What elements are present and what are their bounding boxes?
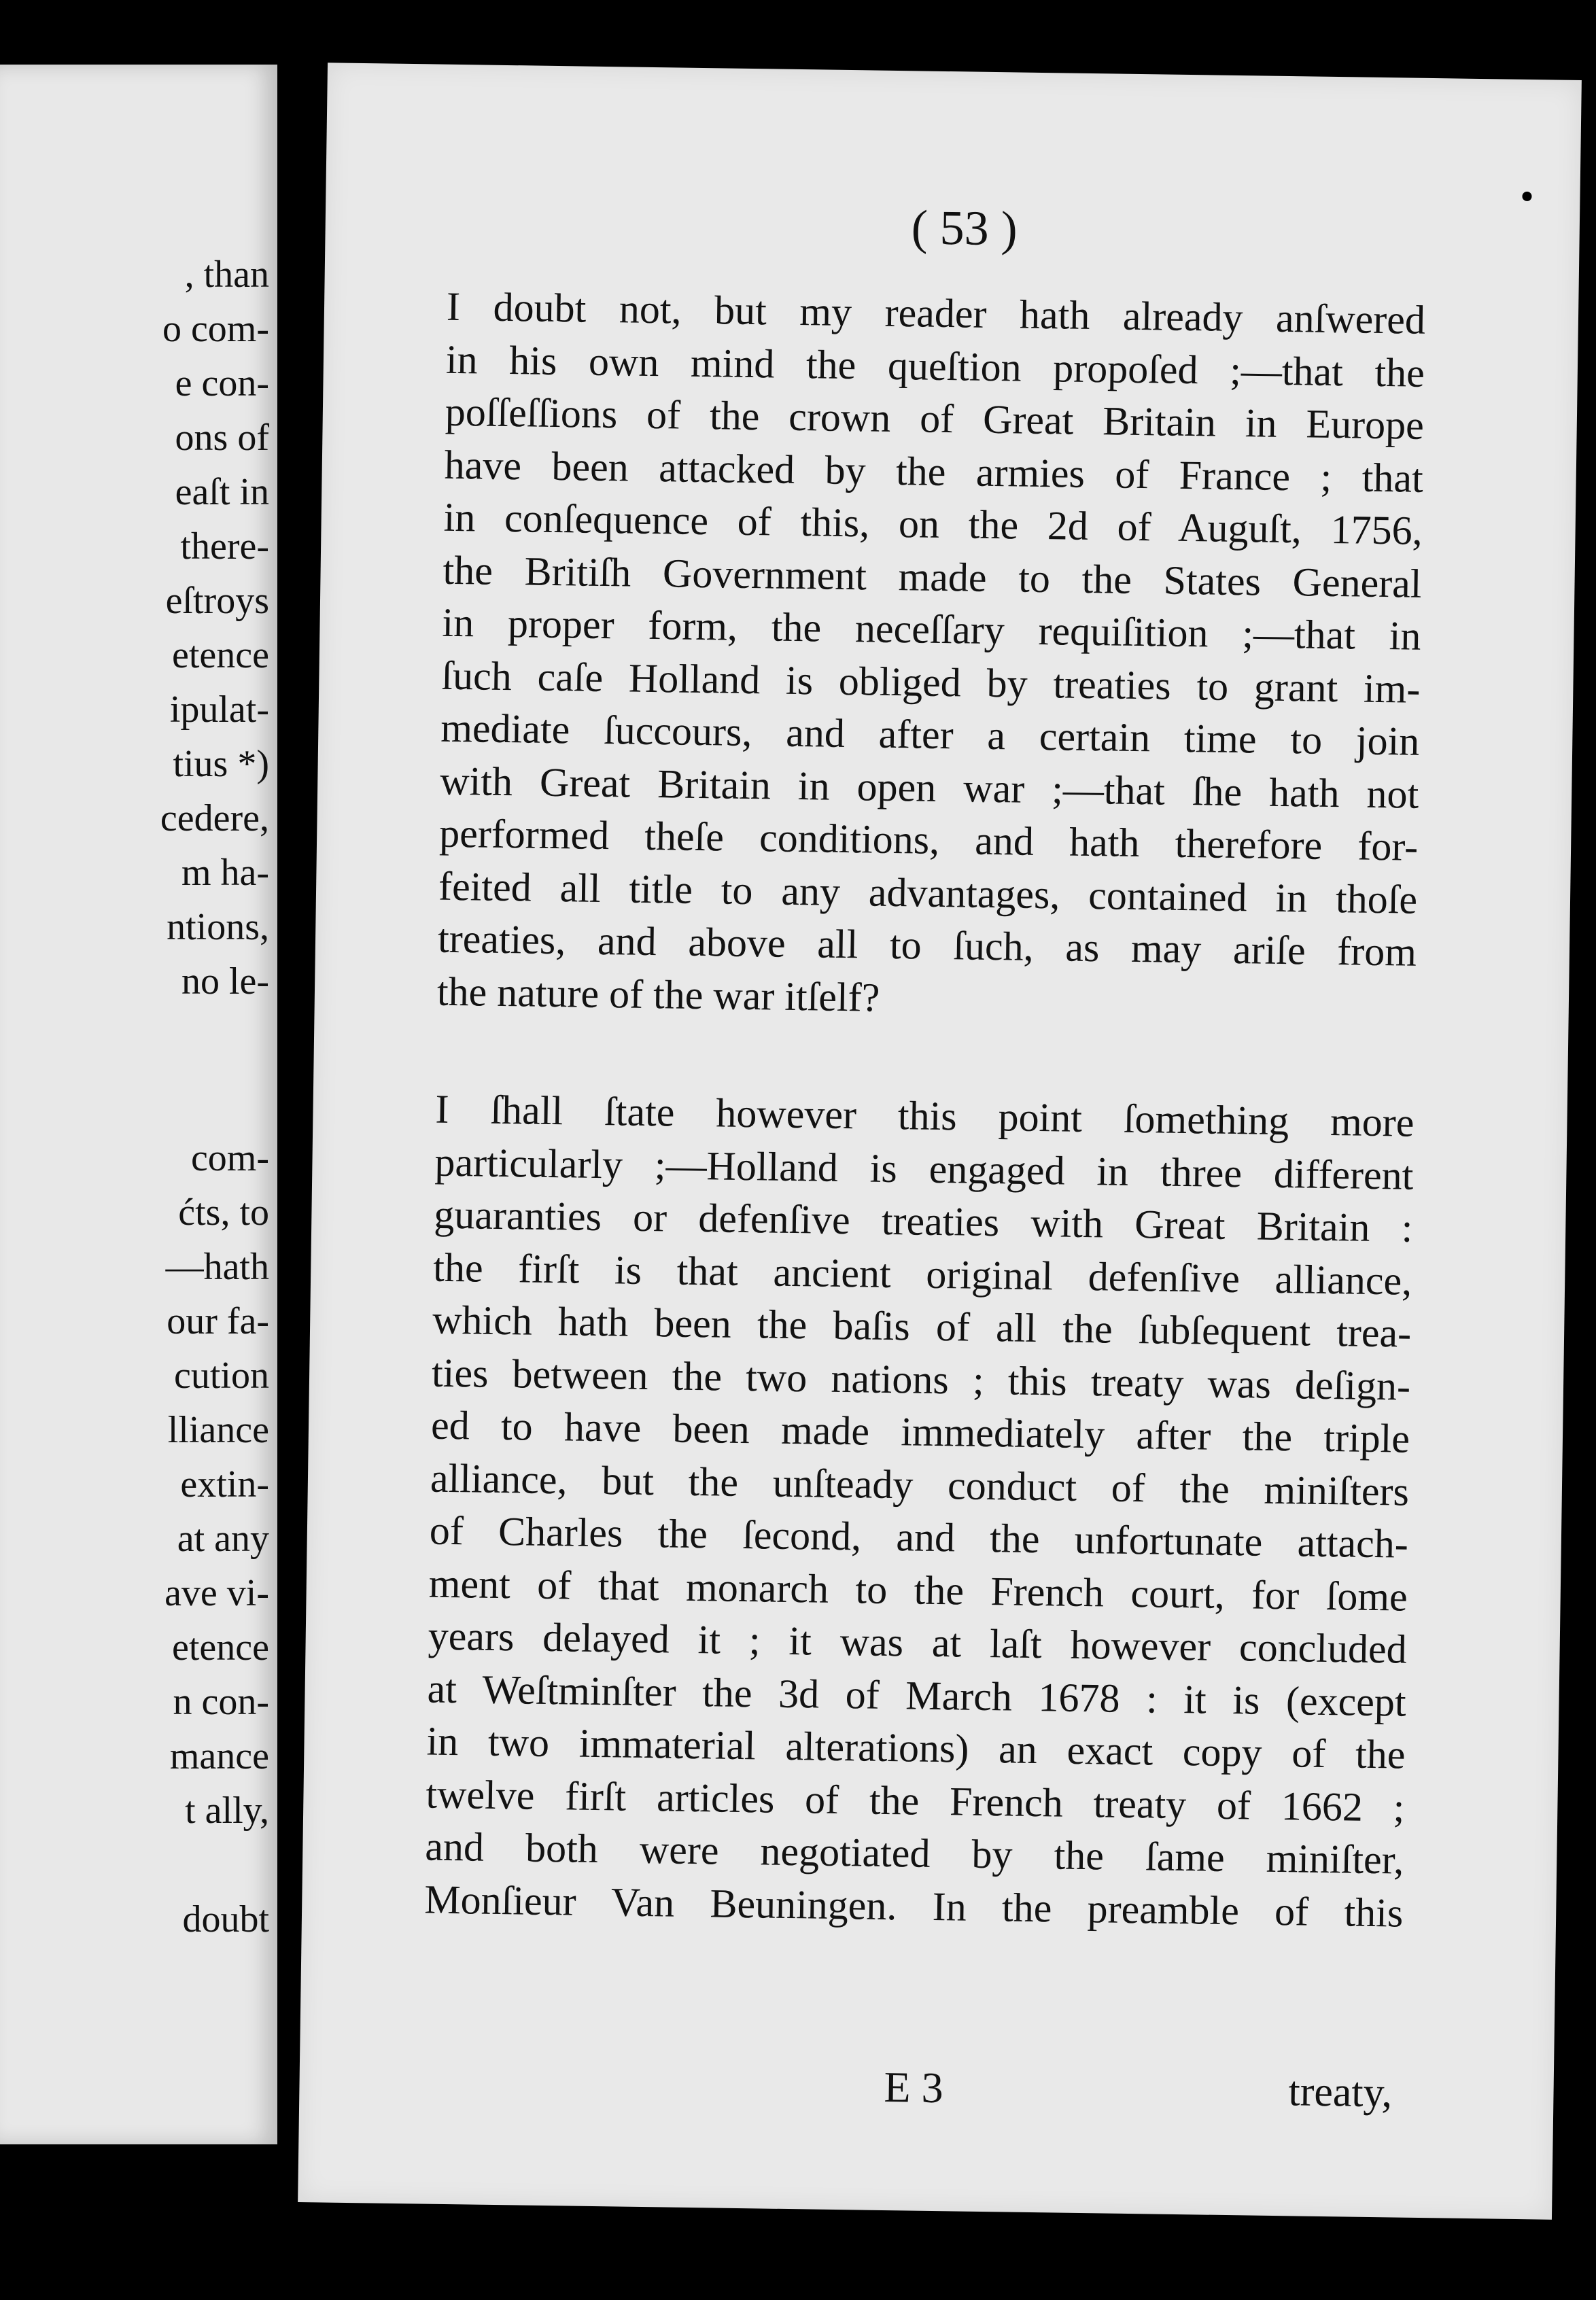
facing-page-line: , than xyxy=(184,254,269,296)
text-line: ties between the two nations ; this treaty was deſign- xyxy=(431,1350,1411,1409)
ink-speck xyxy=(1522,192,1531,201)
text-line: ment of that monarch to the French court, for ſome xyxy=(428,1561,1408,1620)
text-line: in his own mind the queſtion propoſed ;—that the xyxy=(445,336,1425,396)
text-line: feited all title to any advantages, contained in thoſe xyxy=(438,863,1418,922)
facing-page-line: mance xyxy=(169,1735,269,1777)
text-line: in conſequence of this, on the 2d of Auguſt, 1756, xyxy=(443,494,1423,553)
book-page xyxy=(298,63,1582,2219)
text-line: Monſieur Van Beuningen. In the preamble of this xyxy=(423,1877,1404,1936)
facing-page-line: ipulat- xyxy=(169,689,269,731)
facing-page-line: com- xyxy=(190,1137,269,1179)
facing-page-line: t ally, xyxy=(185,1790,269,1832)
facing-page-line: ntions, xyxy=(167,906,269,948)
facing-page-line: etence xyxy=(172,634,269,676)
text-line: the nature of the war itſelf? xyxy=(436,969,880,1020)
text-line: have been attacked by the armies of France ; that xyxy=(444,442,1424,501)
text-line: alliance, but the unſteady conduct of the miniſters xyxy=(430,1455,1410,1514)
body-text xyxy=(424,281,1426,1940)
text-line: I doubt not, but my reader hath already anſwered xyxy=(446,283,1426,343)
facing-page-line: no le- xyxy=(181,960,269,1003)
text-line: twelve firſt articles of the French treaty of 1662 ; xyxy=(426,1771,1405,1830)
text-line: in proper form, the neceſſary requiſition ;—that in xyxy=(442,599,1421,659)
facing-page-line: extin- xyxy=(180,1463,269,1505)
text-line: performed theſe conditions, and hath therefore for- xyxy=(438,810,1419,869)
text-line: I ſhall ſtate however this point ſomething more xyxy=(435,1086,1415,1145)
text-line: ſuch caſe Holland is obliged by treaties to grant im- xyxy=(441,652,1421,712)
paragraph xyxy=(436,281,1425,1032)
facing-page-line: there- xyxy=(180,525,269,568)
facing-page-fragment xyxy=(0,65,277,2144)
facing-page-line: m ha- xyxy=(181,852,269,894)
text-line: poſſeſſions of the crown of Great Britain in Europe xyxy=(445,389,1425,448)
paragraph xyxy=(424,1083,1415,1940)
facing-page-line: ave vi- xyxy=(164,1572,269,1614)
text-line: the firſt is that ancient original defenſive alliance, xyxy=(432,1244,1412,1304)
facing-page-line: o com- xyxy=(162,308,269,350)
facing-page-line: ćts, to xyxy=(178,1191,269,1234)
facing-page-line: —hath xyxy=(165,1246,269,1288)
facing-page-line: e con- xyxy=(175,362,269,404)
facing-page-line: eſtroys xyxy=(165,580,269,622)
text-line: and both were negotiated by the ſame miniſter, xyxy=(424,1824,1404,1883)
text-line: with Great Britain in open war ;—that ſhe hath not xyxy=(439,758,1419,817)
text-line: at Weſtminſter the 3d of March 1678 : it is (except xyxy=(427,1666,1407,1725)
facing-page-line: eaſt in xyxy=(175,471,269,513)
facing-page-line: our fa- xyxy=(167,1300,269,1342)
text-line: in two immaterial alterations) an exact copy of the xyxy=(426,1718,1406,1777)
text-line: the Britiſh Government made to the States General xyxy=(443,547,1422,606)
text-line: treaties, and above all to ſuch, as may ariſe from xyxy=(437,916,1417,975)
text-line: mediate ſuccours, and after a certain time to join xyxy=(440,705,1420,764)
text-line: of Charles the ſecond, and the unfortunate attach- xyxy=(429,1508,1409,1567)
text-line: guaranties or defenſive treaties with Great Britain : xyxy=(433,1191,1413,1251)
facing-page-line: tius *) xyxy=(173,743,269,785)
facing-page-line: n con- xyxy=(173,1681,269,1723)
facing-page-line: etence xyxy=(172,1626,269,1669)
facing-page-line: cution xyxy=(174,1355,269,1397)
facing-page-line: cedere, xyxy=(160,797,269,839)
text-line: years delayed it ; it was at laſt however concluded xyxy=(428,1613,1408,1672)
text-line: ed to have been made immediately after the triple xyxy=(430,1402,1410,1461)
facing-page-line: at any xyxy=(177,1518,269,1560)
catchword: treaty, xyxy=(1288,2068,1393,2116)
facing-page-line: doubt xyxy=(182,1898,269,1940)
facing-page-line: lliance xyxy=(167,1409,269,1451)
signature-mark: E 3 xyxy=(884,2062,944,2112)
text-line: which hath been the baſis of all the ſubſequent trea- xyxy=(432,1297,1412,1356)
facing-page-line: ons of xyxy=(175,417,269,459)
text-line: particularly ;—Holland is engaged in three different xyxy=(434,1139,1414,1198)
page-number: ( 53 ) xyxy=(911,200,1018,256)
